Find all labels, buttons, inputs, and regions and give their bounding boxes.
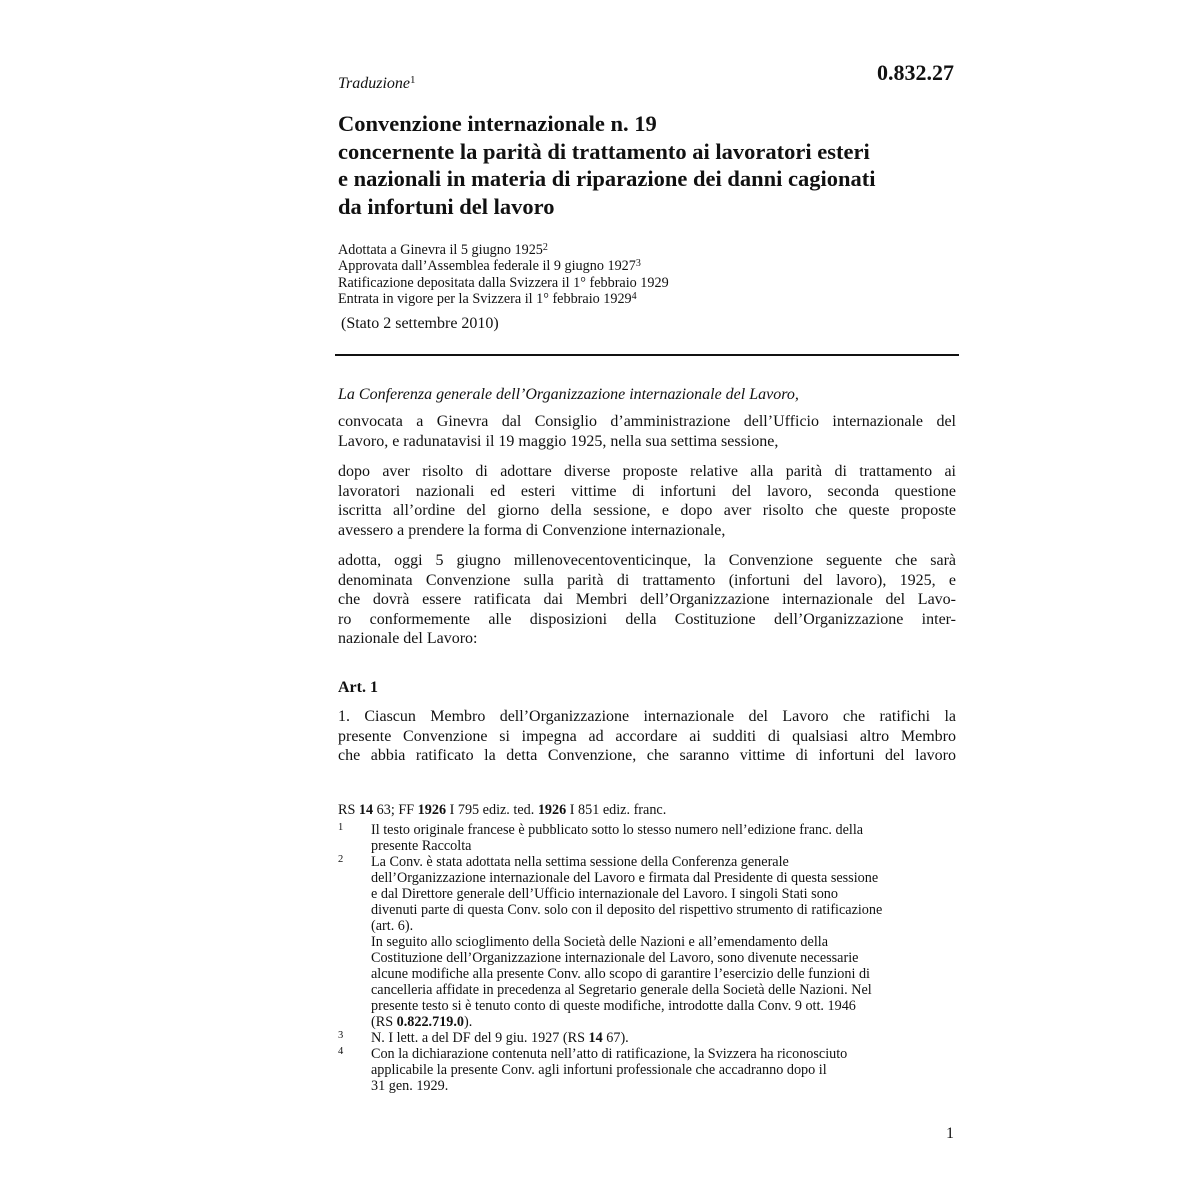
- footnote-bold: 14: [588, 1030, 603, 1046]
- publication-reference: [338, 802, 958, 818]
- text-line: avessero a prendere la forma di Convenzione internazionale,: [338, 521, 726, 539]
- title-line: e nazionali in materia di riparazione dei danni cagionati: [338, 166, 876, 191]
- header-divider: [335, 354, 959, 356]
- approved-line: [338, 258, 958, 274]
- ref-bold: 14: [358, 802, 374, 818]
- footnote-line: applicabile la presente Conv. agli infortuni professionale che accadranno dopo il: [371, 1062, 827, 1078]
- preamble-paragraph-1: [338, 412, 956, 451]
- title-line: da infortuni del lavoro: [338, 193, 555, 219]
- ref-text: I 795 ediz. ted.: [446, 802, 538, 818]
- footnotes: [338, 802, 958, 1094]
- footnote-1: [338, 822, 958, 854]
- footnote-ref-2: 2: [542, 242, 548, 253]
- text-line: che abbia ratificato la detta Convenzione, che saranno vittime di infortuni del lavoro: [338, 747, 956, 765]
- text-line: denominata Convenzione sulla parità di trattamento (infortuni del lavoro), 1925, e: [338, 571, 956, 589]
- in-force-text: Entrata in vigore per la Svizzera il 1° febbraio 1929: [338, 291, 632, 308]
- sr-number: 0.832.27: [877, 60, 954, 85]
- ref-text: I 851 ediz. franc.: [566, 802, 667, 818]
- text-line: adotta, oggi 5 giugno millenovecentoventicinque, la Convenzione seguente che sarà: [338, 552, 956, 569]
- footnote-ref-4: 4: [631, 291, 637, 303]
- preamble-paragraph-2: [338, 462, 956, 540]
- footnote-line: In seguito allo scioglimento della Società delle Nazioni e all’emendamento della: [371, 934, 828, 950]
- footnote-text: ).: [464, 1014, 473, 1030]
- footnote-text: (RS: [371, 1014, 397, 1030]
- article-1-heading: Art. 1: [338, 679, 378, 696]
- footnote-line: e dal Direttore generale dell’Ufficio internazionale del Lavoro. I singoli Stati sono: [371, 886, 838, 902]
- footnote-number: 2: [338, 854, 344, 865]
- translation-text: Traduzione: [338, 75, 411, 92]
- footnote-3: [338, 1030, 958, 1046]
- footnote-line: [371, 1014, 958, 1030]
- footnote-2: [338, 854, 958, 1030]
- text-line: 1. Ciascun Membro dell’Organizzazione internazionale del Lavoro che ratifichi la: [338, 708, 956, 725]
- footnote-line: [371, 1030, 958, 1046]
- ref-text: RS: [338, 802, 359, 818]
- title-line: concernente la parità di trattamento ai lavoratori esteri: [338, 138, 870, 164]
- article-1-paragraph-1: [338, 707, 956, 766]
- footnote-line: alcune modifiche alla presente Conv. allo scopo di garantire l’esercizio delle funzioni di: [371, 966, 871, 982]
- text-line: ro conformemente alle disposizioni della Costituzione dell’Organizzazione inter-: [338, 610, 956, 628]
- footnote-line: (art. 6).: [371, 918, 414, 934]
- adoption-metadata: [338, 242, 958, 308]
- text-line: dopo aver risolto di adottare diverse proposte relative alla parità di trattamento ai: [338, 463, 956, 480]
- adopted-line: [338, 242, 958, 258]
- text-line: convocata a Ginevra dal Consiglio d’amministrazione dell’Ufficio internazionale del: [338, 413, 956, 430]
- text-line: lavoratori nazionali ed esteri vittime di infortuni del lavoro, seconda questione: [338, 482, 956, 500]
- status-date: (Stato 2 settembre 2010): [341, 315, 499, 332]
- preamble-paragraph-3: [338, 551, 956, 649]
- footnote-line: Costituzione dell’Organizzazione internazionale del Lavoro, sono divenute necessarie: [371, 950, 859, 966]
- footnote-line: 31 gen. 1929.: [371, 1078, 449, 1094]
- text-line: nazionale del Lavoro:: [338, 630, 478, 648]
- ref-bold: 1926: [417, 802, 447, 818]
- footnote-line: Con la dichiarazione contenuta nell’atto di ratificazione, la Svizzera ha riconosciuto: [371, 1046, 848, 1062]
- ratification-line: Ratificazione depositata dalla Svizzera il 1° febbraio 1929: [338, 274, 669, 291]
- text-line: Lavoro, e radunatavisi il 19 maggio 1925, nella sua settima sessione,: [338, 432, 779, 450]
- footnote-ref-1: 1: [410, 74, 416, 86]
- preamble-intro: La Conferenza generale dell’Organizzazione internazionale del Lavoro,: [338, 386, 799, 403]
- footnote-line: divenuti parte di questa Conv. solo con il deposito del rispettivo strumento di ratificazione: [371, 902, 883, 918]
- footnote-number: 3: [338, 1030, 344, 1041]
- ref-text: 63; FF: [373, 802, 418, 818]
- footnote-ref-3: 3: [635, 258, 641, 270]
- text-line: che dovrà essere ratificata dai Membri dell’Organizzazione internazionale del Lavo-: [338, 591, 956, 609]
- footnote-number: 4: [338, 1046, 344, 1057]
- footnote-bold: 0.822.719.0: [396, 1014, 465, 1030]
- footnote-number: 1: [338, 822, 344, 833]
- page-number: 1: [946, 1125, 954, 1142]
- footnote-line: dell’Organizzazione internazionale del Lavoro e firmata dal Presidente di questa sessione: [371, 870, 879, 886]
- footnote-4: [338, 1046, 958, 1094]
- footnote-line: cancelleria affidate in precedenza al Segretario generale della Società delle Nazioni. Nel: [371, 982, 872, 998]
- footnote-line: presente testo si è tenuto conto di queste modifiche, introdotte dalla Conv. 9 ott. 1946: [371, 998, 856, 1014]
- text-line: iscritta all’ordine del giorno della sessione, e dopo aver risolto che queste proposte: [338, 502, 956, 520]
- translation-label: [338, 74, 416, 93]
- ref-bold: 1926: [537, 802, 567, 818]
- footnote-line: presente Raccolta: [371, 838, 472, 854]
- title-line: Convenzione internazionale n. 19: [338, 111, 657, 136]
- in-force-line: [338, 291, 958, 307]
- document-title: [338, 110, 958, 220]
- approved-text: Approvata dall’Assemblea federale il 9 giugno 1927: [338, 258, 636, 275]
- adopted-text: Adottata a Ginevra il 5 giugno 1925: [338, 242, 543, 258]
- text-line: presente Convenzione si impegna ad accordare ai sudditi di qualsiasi altro Membro: [338, 727, 956, 745]
- footnote-text: 67).: [602, 1030, 629, 1046]
- footnote-text: N. I lett. a del DF del 9 giu. 1927 (RS: [371, 1030, 589, 1046]
- footnote-line: Il testo originale francese è pubblicato sotto lo stesso numero nell’edizione franc. della: [371, 822, 864, 838]
- footnote-line: La Conv. è stata adottata nella settima sessione della Conferenza generale: [371, 854, 789, 870]
